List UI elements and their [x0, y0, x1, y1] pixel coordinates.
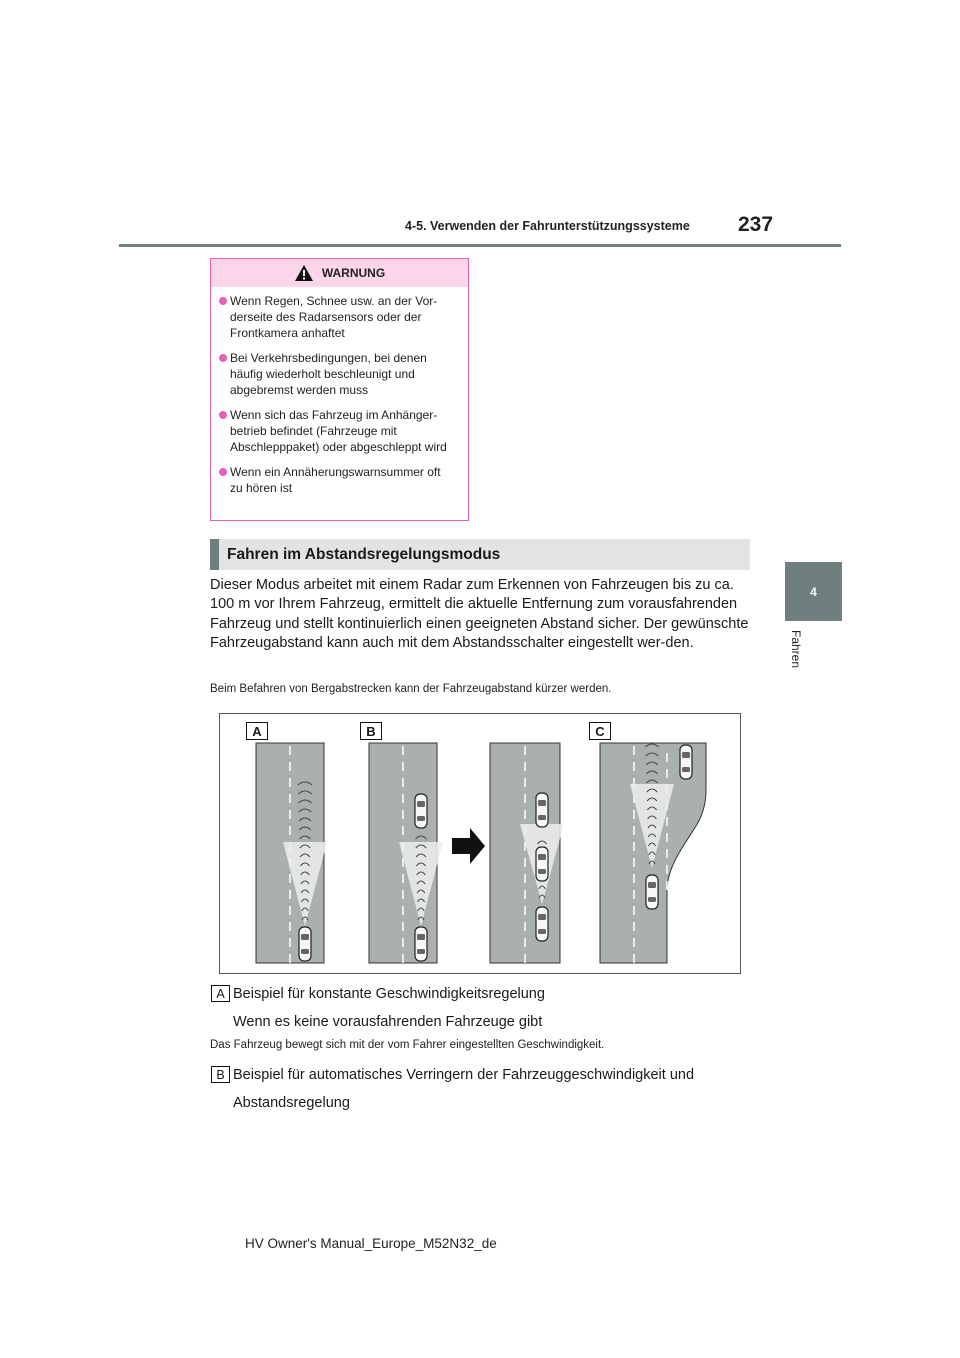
warning-item: Wenn sich das Fahrzeug im Anhänger-betrieb befindet (Fahrzeuge mit Abschlepppaket) oder abgeschleppt wird [219, 407, 454, 455]
car-windshield [417, 801, 425, 807]
figure-label-b: B [360, 722, 382, 740]
caption-a-title: Beispiel für konstante Geschwindigkeitsregelung [233, 986, 545, 1002]
caption-a-subtitle: Wenn es keine vorausfahrenden Fahrzeuge gibt [233, 1014, 543, 1030]
section-title: 4-5. Verwenden der Fahrunterstützungssysteme [405, 219, 690, 233]
car [415, 794, 427, 828]
caption-a-note: Das Fahrzeug bewegt sich mit der vom Fahrer eingestellten Geschwindigkeit. [210, 1039, 605, 1051]
page-number: 237 [738, 213, 774, 236]
caption-b-title: Beispiel für automatisches Verringern der Fahrzeuggeschwindigkeit und [233, 1067, 695, 1083]
figure-label-c: C [589, 722, 611, 740]
car-rear-window [417, 816, 425, 821]
road-illustration [220, 714, 740, 973]
car [415, 927, 427, 961]
car-rear-window [682, 767, 690, 772]
warning-item: Wenn ein Annäherungswarnsummer oft zu hören ist [219, 464, 454, 496]
bullet-icon [219, 468, 227, 476]
distance-control-figure [219, 713, 741, 974]
car-windshield [648, 882, 656, 888]
warning-item: Wenn Regen, Schnee usw. an der Vor-derseite des Radarsensors oder der Frontkamera anhaftet [219, 293, 454, 341]
car [536, 793, 548, 827]
car [536, 847, 548, 881]
caption-b-subtitle: Abstandsregelung [233, 1095, 350, 1111]
car-windshield [538, 854, 546, 860]
car-rear-window [648, 897, 656, 902]
car-windshield [538, 800, 546, 806]
car [646, 875, 658, 909]
caption-badge-b: B [211, 1066, 230, 1083]
section-body: Dieser Modus arbeitet mit einem Radar zum Erkennen von Fahrzeugen bis zu ca. 100 m vor Ihrem Fahrzeug, ermittelt die aktuelle Entfernung zum vorausfahrenden Fahrzeug und stellt kontinuierlich einen geeigneten Abstand sicher. Der gewünschte Fahrzeugabstand kann auch mit dem Abstandsschalter eingestellt wer-den. [210, 577, 749, 652]
warning-title: WARNUNG [321, 266, 386, 280]
caption-badge-a: A [211, 985, 230, 1002]
car-rear-window [538, 869, 546, 874]
chapter-tab[interactable]: 4 [785, 562, 842, 621]
warning-item: Bei Verkehrsbedingungen, bei denen häufig wiederholt beschleunigt und abgebremst werden muss [219, 350, 454, 398]
car [680, 745, 692, 779]
car-rear-window [417, 949, 425, 954]
warning-icon [294, 264, 314, 282]
section-heading: Fahren im Abstandsregelungsmodus [210, 539, 750, 570]
car [299, 927, 311, 961]
car [536, 907, 548, 941]
footer-text: HV Owner's Manual_Europe_M52N32_de [245, 1236, 497, 1251]
warning-header [211, 259, 468, 287]
arrow-right-icon [452, 828, 485, 864]
section-note: Beim Befahren von Bergabstrecken kann der Fahrzeugabstand kürzer werden. [210, 683, 612, 695]
car-rear-window [538, 815, 546, 820]
car-windshield [417, 934, 425, 940]
warning-box [210, 258, 469, 521]
bullet-icon [219, 354, 227, 362]
car-windshield [301, 934, 309, 940]
chapter-label: Fahren [789, 630, 803, 669]
bullet-icon [219, 411, 227, 419]
car-rear-window [538, 929, 546, 934]
warning-list [211, 287, 468, 496]
figure-label-a: A [246, 722, 268, 740]
car-windshield [538, 914, 546, 920]
header-rule [119, 244, 841, 247]
car-windshield [682, 752, 690, 758]
bullet-icon [219, 297, 227, 305]
car-rear-window [301, 949, 309, 954]
